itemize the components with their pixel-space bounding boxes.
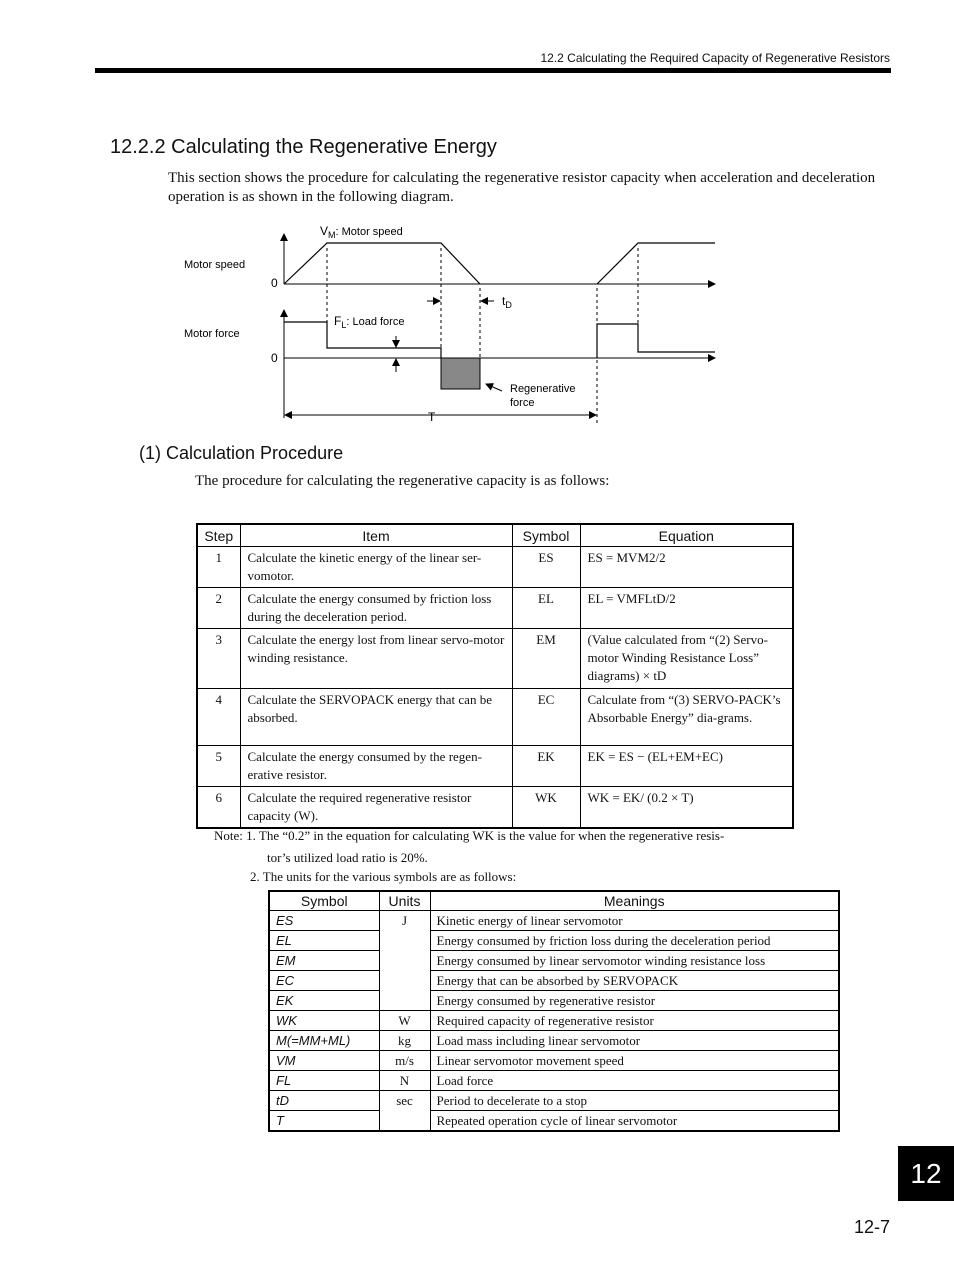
symbol-cell: FL (269, 1071, 379, 1091)
symbol-cell: EL (512, 588, 580, 629)
symbol-cell: WK (269, 1011, 379, 1031)
symbol-cell: EL (269, 931, 379, 951)
running-header: 12.2 Calculating the Required Capacity of Regenerative Resistors (540, 51, 890, 65)
zero-top-label: 0 (271, 276, 278, 290)
meaning-cell: Period to decelerate to a stop (430, 1091, 839, 1111)
table-row (197, 547, 793, 588)
table-row (269, 991, 839, 1011)
symbol-cell: M(=MM+ML) (269, 1031, 379, 1051)
vm-label: $V_M$: Motor speed (320, 224, 403, 240)
symbol-cell: tD (269, 1091, 379, 1111)
procedure-table (196, 523, 794, 829)
table-row (269, 1011, 839, 1031)
procedure-intro: The procedure for calculating the regenerative capacity is as follows: (195, 473, 610, 489)
unit-cell: W (379, 1011, 430, 1031)
item-cell: Calculate the energy lost from linear servo-motor winding resistance. (240, 629, 512, 689)
table-row (197, 746, 793, 787)
unit-cell: sec (379, 1091, 430, 1132)
meaning-cell: Load force (430, 1071, 839, 1091)
header-units: Units (379, 891, 430, 911)
step-cell: 5 (197, 746, 240, 787)
meaning-cell: Energy consumed by linear servomotor winding resistance loss (430, 951, 839, 971)
symbol-cell: EC (512, 689, 580, 746)
units-table (268, 890, 840, 1132)
table-row (269, 951, 839, 971)
step-cell: 6 (197, 787, 240, 829)
note-1: Note: 1. The “0.2” in the equation for calculating WK is the value for when the regenerative resis- (214, 828, 725, 843)
regen-label-2: force (510, 397, 535, 409)
unit-cell: kg (379, 1031, 430, 1051)
meaning-cell: Energy consumed by friction loss during the deceleration period (430, 931, 839, 951)
step-cell: 1 (197, 547, 240, 588)
equation-cell: ES = MVM2/2 (580, 547, 793, 588)
table-row (269, 931, 839, 951)
note-1-continued: tor’s utilized load ratio is 20%. (267, 850, 428, 865)
meaning-cell: Energy that can be absorbed by SERVOPACK (430, 971, 839, 991)
header-symbol: Symbol (512, 524, 580, 547)
header-rule (95, 68, 891, 73)
table-row (197, 689, 793, 746)
section-title: 12.2.2 Calculating the Regenerative Energy (110, 136, 497, 158)
equation-cell: EL = VMFLtD/2 (580, 588, 793, 629)
equation-cell: EK = ES − (EL+EM+EC) (580, 746, 793, 787)
regen-arrow (486, 384, 502, 391)
equation-cell: (Value calculated from “(2) Servo-motor Winding Resistance Loss” diagrams) × tD (580, 629, 793, 689)
calculation-procedure-title: (1) Calculation Procedure (139, 443, 344, 463)
regen-label-1: Regenerative (510, 383, 576, 395)
speed-profile-1 (284, 243, 480, 284)
header-step: Step (197, 524, 240, 547)
table-row (269, 1091, 839, 1111)
meaning-cell: Repeated operation cycle of linear servomotor (430, 1111, 839, 1132)
header-item: Item (240, 524, 512, 547)
unit-cell: J (379, 911, 430, 1011)
symbol-cell: T (269, 1111, 379, 1132)
meaning-cell: Load mass including linear servomotor (430, 1031, 839, 1051)
table-row (197, 787, 793, 829)
fl-label: $F_L$: Load force (334, 314, 405, 330)
symbol-cell: WK (512, 787, 580, 829)
table-row (269, 1071, 839, 1091)
item-cell: Calculate the kinetic energy of the linear ser-vomotor. (240, 547, 512, 588)
chapter-tab: 12 (898, 1146, 954, 1201)
table-row (269, 1051, 839, 1071)
table-header-row (269, 891, 839, 911)
item-cell: Calculate the energy consumed by the regen-erative resistor. (240, 746, 512, 787)
regenerative-force-block (441, 358, 480, 389)
speed-profile-2 (597, 243, 715, 284)
table-row (197, 588, 793, 629)
unit-cell: m/s (379, 1051, 430, 1071)
symbol-cell: EM (269, 951, 379, 971)
table-row (269, 911, 839, 931)
meaning-cell: Kinetic energy of linear servomotor (430, 911, 839, 931)
header-symbol: Symbol (269, 891, 379, 911)
table-row (269, 1031, 839, 1051)
symbol-cell: VM (269, 1051, 379, 1071)
equation-cell: WK = EK/ (0.2 × T) (580, 787, 793, 829)
table-row (269, 1111, 839, 1132)
motor-force-label: Motor force (184, 328, 240, 340)
page-number: 12-7 (853, 1217, 890, 1237)
symbol-cell: EM (512, 629, 580, 689)
item-cell: Calculate the energy consumed by friction loss during the deceleration period. (240, 588, 512, 629)
item-cell: Calculate the SERVOPACK energy that can be absorbed. (240, 689, 512, 746)
table-row (269, 971, 839, 991)
force-profile-2 (597, 324, 715, 358)
item-cell: Calculate the required regenerative resistor capacity (W). (240, 787, 512, 829)
step-cell: 4 (197, 689, 240, 746)
section-intro: This section shows the procedure for calculating the regenerative resistor capacity when acceleration and deceleration operation is as shown in the following diagram. (168, 170, 876, 205)
header-meanings: Meanings (430, 891, 839, 911)
symbol-cell: EK (512, 746, 580, 787)
td-label: $t_D$ (502, 294, 512, 310)
equation-cell: Calculate from “(3) SERVO-PACK’s Absorbable Energy” dia-grams. (580, 689, 793, 746)
symbol-cell: ES (269, 911, 379, 931)
symbol-cell: EK (269, 991, 379, 1011)
note-2: 2. The units for the various symbols are as follows: (250, 869, 517, 884)
step-cell: 2 (197, 588, 240, 629)
table-row (197, 629, 793, 689)
header-equation: Equation (580, 524, 793, 547)
unit-cell: N (379, 1071, 430, 1091)
motor-speed-label: Motor speed (184, 259, 246, 271)
symbol-cell: EC (269, 971, 379, 991)
period-label: T (428, 410, 436, 424)
meaning-cell: Linear servomotor movement speed (430, 1051, 839, 1071)
meaning-cell: Required capacity of regenerative resistor (430, 1011, 839, 1031)
table-header-row (197, 524, 793, 547)
meaning-cell: Energy consumed by regenerative resistor (430, 991, 839, 1011)
speed-force-diagram (170, 218, 730, 428)
step-cell: 3 (197, 629, 240, 689)
symbol-cell: ES (512, 547, 580, 588)
zero-bottom-label: 0 (271, 351, 278, 365)
